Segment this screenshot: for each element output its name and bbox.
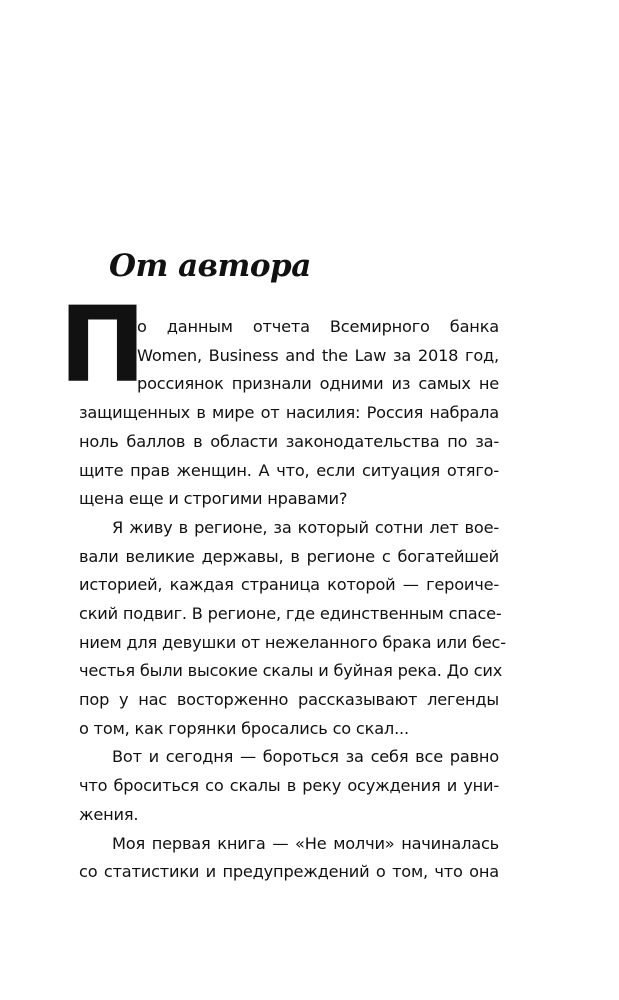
text-line: ский подвиг. В регионе, где единственным спасе- — [79, 604, 502, 623]
text-line: что броситься со скалы в реку осуждения и уни- — [79, 776, 499, 795]
text-line: ноль баллов в области законодательства по за- — [79, 432, 499, 451]
text-line: со статистики и предупреждений о том, что она — [79, 862, 499, 881]
text-line: Я живу в регионе, за который сотни лет вое- — [112, 518, 499, 537]
text-line: Women, Business and the Law за 2018 год, — [137, 346, 499, 365]
text-line: историей, каждая страница которой — героиче- — [79, 575, 499, 594]
text-line: пор у нас восторженно рассказывают легенды — [79, 690, 499, 709]
text-line: щена еще и строгими нравами? — [79, 489, 348, 508]
text-line: защищенных в мире от насилия: Россия набрала — [79, 403, 499, 422]
text-line: о данным отчета Всемирного банка — [137, 317, 499, 336]
text-line: россиянок признали одними из самых не — [137, 374, 499, 393]
text-line: жения. — [79, 805, 139, 824]
text-line: щите прав женщин. А что, если ситуация отяго- — [79, 461, 499, 480]
text-line: нием для девушки от нежеланного брака или бес- — [79, 633, 506, 652]
text-line: честья были высокие скалы и буйная река. До сих — [79, 661, 503, 680]
text-line: о том, как горянки бросались со скал... — [79, 719, 409, 738]
text-line: Моя первая книга — «Не молчи» начиналась — [112, 834, 499, 853]
text-line: вали великие державы, в регионе с богатейшей — [79, 547, 499, 566]
text-line: Вот и сегодня — бороться за себя все равно — [112, 747, 499, 766]
chapter-heading: От автора — [109, 248, 311, 284]
drop-cap: П — [58, 284, 147, 406]
